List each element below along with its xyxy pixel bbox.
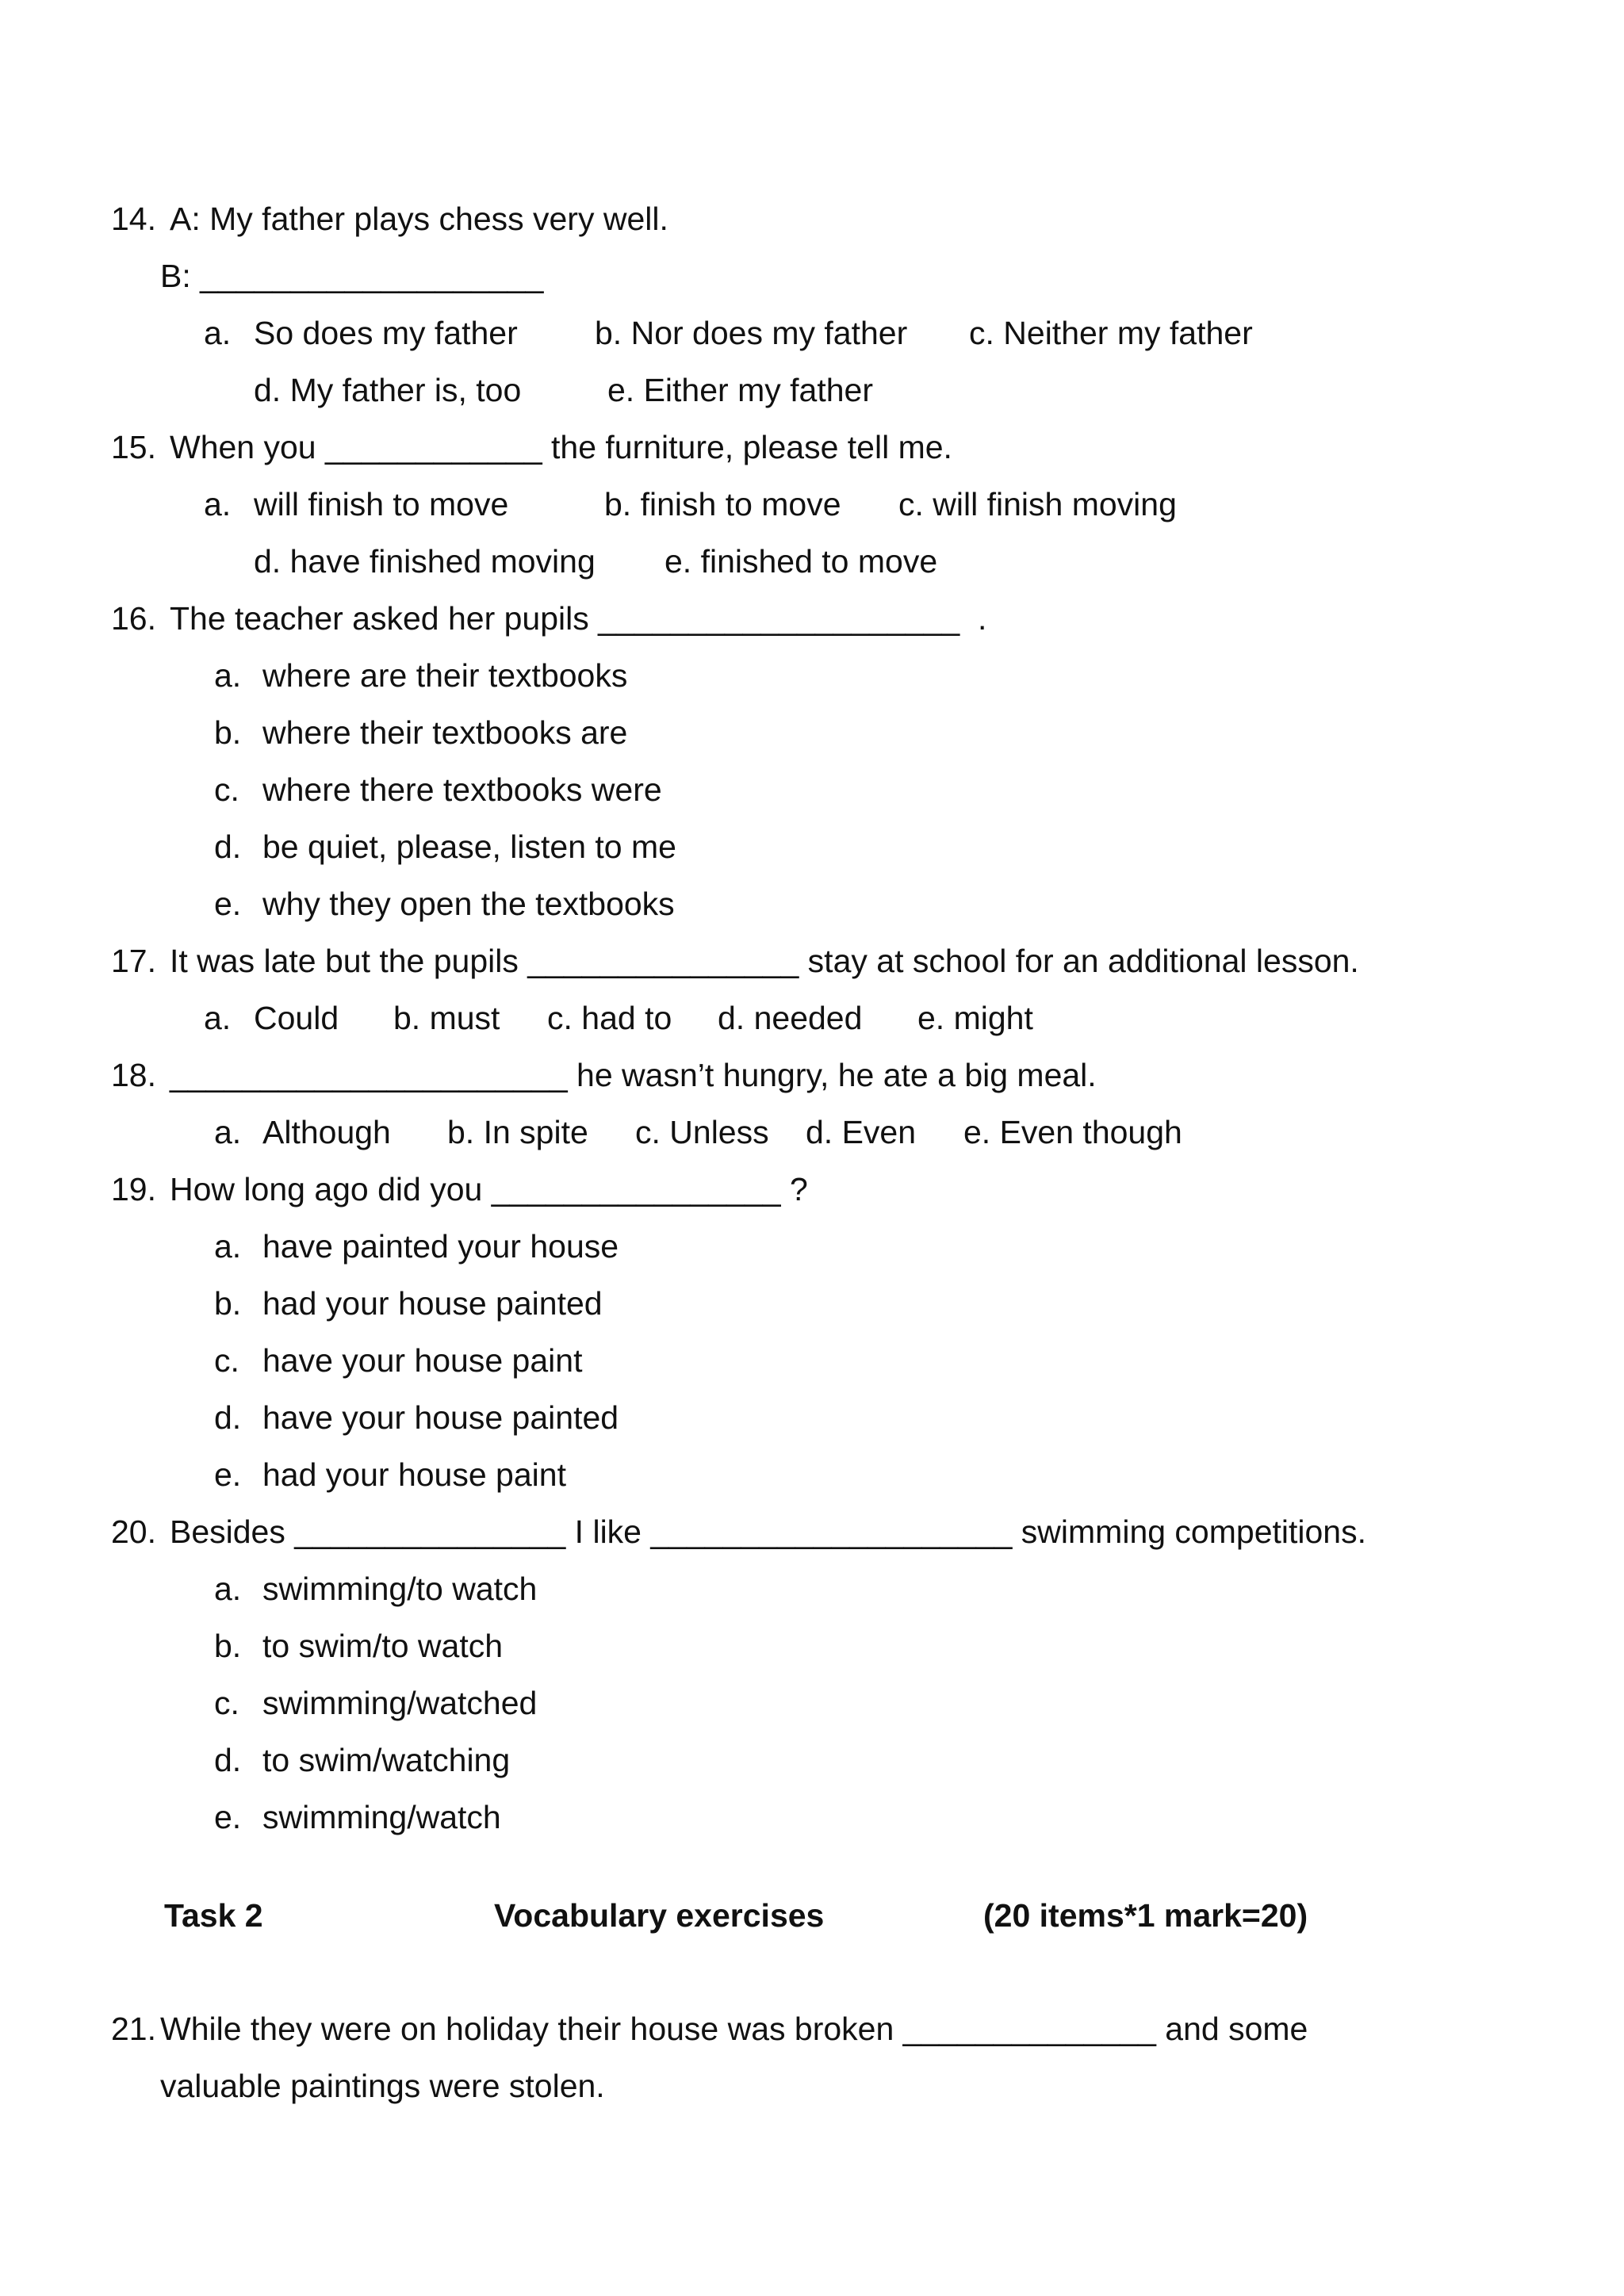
q20-option-a: swimming/to watch (262, 1571, 538, 1607)
q18-option-b: b. In spite (447, 1114, 588, 1150)
q19-option-e: had your house paint (262, 1456, 566, 1493)
q19-option-a: have painted your house (262, 1228, 619, 1265)
q17-option-a: Could (254, 1000, 339, 1036)
q18-option-a: Although (262, 1114, 391, 1150)
q16-option-c: where there textbooks were (262, 771, 662, 808)
q17-option-d: d. needed (718, 1000, 863, 1036)
q14-number: 14. (111, 201, 156, 237)
q20-option-c-letter: c. (214, 1685, 239, 1721)
q20-option-d-letter: d. (214, 1742, 242, 1778)
q15-option-b: b. finish to move (604, 486, 841, 522)
q16-option-d: be quiet, please, listen to me (262, 828, 676, 865)
q16-option-e-letter: e. (214, 886, 242, 922)
q16-option-b-letter: b. (214, 714, 242, 751)
q15-option-e: e. finished to move (665, 543, 938, 580)
q14-option-a: So does my father (254, 315, 518, 351)
q15-number: 15. (111, 429, 156, 465)
q14-option-b: b. Nor does my father (595, 315, 908, 351)
q17-option-a-letter: a. (204, 1000, 232, 1036)
q18-stem: ______________________ he wasn’t hungry, he ate a big meal. (170, 1057, 1097, 1093)
q20-option-e: swimming/watch (262, 1799, 501, 1835)
q17-option-c: c. had to (547, 1000, 672, 1036)
q17-stem: It was late but the pupils _______________ stay at school for an additional lesson. (170, 943, 1359, 979)
q20-option-d: to swim/watching (262, 1742, 511, 1778)
q19-option-a-letter: a. (214, 1228, 242, 1265)
q19-option-b: had your house painted (262, 1285, 603, 1322)
q15-option-a-letter: a. (204, 486, 232, 522)
q14-option-c: c. Neither my father (969, 315, 1253, 351)
q14-option-e: e. Either my father (607, 372, 873, 408)
q20-option-b: to swim/to watch (262, 1628, 504, 1664)
q16-option-a: where are their textbooks (262, 657, 628, 694)
task2-title: Vocabulary exercises (494, 1897, 825, 1934)
q17-option-b: b. must (393, 1000, 500, 1036)
q16-option-d-letter: d. (214, 828, 242, 865)
q16-option-b: where their textbooks are (262, 714, 628, 751)
q20-option-c: swimming/watched (262, 1685, 538, 1721)
q17-number: 17. (111, 943, 156, 979)
q19-option-e-letter: e. (214, 1456, 242, 1493)
q16-number: 16. (111, 600, 156, 637)
q19-option-c: have your house paint (262, 1342, 583, 1379)
q15-option-c: c. will finish moving (898, 486, 1177, 522)
q20-option-a-letter: a. (214, 1571, 242, 1607)
q19-stem: How long ago did you ________________ ? (170, 1171, 808, 1207)
q18-number: 18. (111, 1057, 156, 1093)
q16-option-e: why they open the textbooks (262, 886, 675, 922)
q19-option-d-letter: d. (214, 1399, 242, 1436)
q20-stem: Besides _______________ I like ____________________ swimming competitions. (170, 1513, 1366, 1550)
q14-option-d: d. My father is, too (254, 372, 522, 408)
q20-option-b-letter: b. (214, 1628, 242, 1664)
q21-line-1: While they were on holiday their house was broken ______________ and some (160, 2011, 1308, 2047)
q15-stem: When you ____________ the furniture, please tell me. (170, 429, 952, 465)
q16-option-c-letter: c. (214, 771, 239, 808)
q19-option-c-letter: c. (214, 1342, 239, 1379)
q20-number: 20. (111, 1513, 156, 1550)
q14-option-a-letter: a. (204, 315, 232, 351)
q20-option-e-letter: e. (214, 1799, 242, 1835)
q18-option-c: c. Unless (635, 1114, 769, 1150)
q19-number: 19. (111, 1171, 156, 1207)
q19-option-d: have your house painted (262, 1399, 619, 1436)
q17-option-e: e. might (917, 1000, 1033, 1036)
q15-option-a: will finish to move (254, 486, 509, 522)
q21-number: 21. (111, 2011, 156, 2047)
q21-line-2: valuable paintings were stolen. (160, 2068, 605, 2104)
q18-option-e: e. Even though (963, 1114, 1182, 1150)
q14-answer-line: B: ___________________ (160, 258, 544, 294)
q16-stem: The teacher asked her pupils ____________________ . (170, 600, 987, 637)
q18-option-a-letter: a. (214, 1114, 242, 1150)
q19-option-b-letter: b. (214, 1285, 242, 1322)
q14-stem: A: My father plays chess very well. (170, 201, 668, 237)
task2-marks: (20 items*1 mark=20) (983, 1897, 1308, 1934)
q16-option-a-letter: a. (214, 657, 242, 694)
q15-option-d: d. have finished moving (254, 543, 596, 580)
q18-option-d: d. Even (806, 1114, 917, 1150)
task2-label: Task 2 (164, 1897, 263, 1934)
